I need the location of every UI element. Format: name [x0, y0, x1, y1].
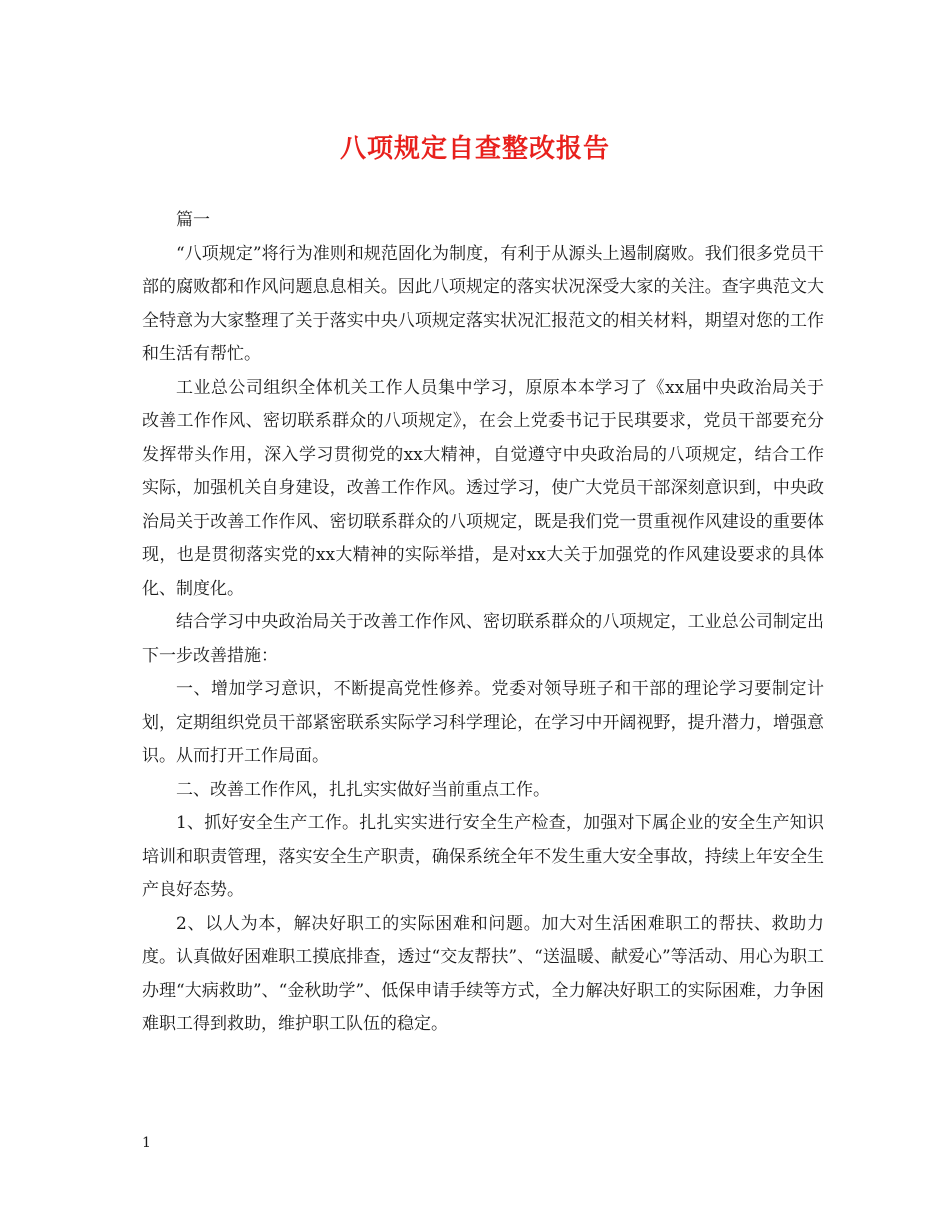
paragraph-measures-intro: 结合学习中央政治局关于改善工作作风、密切联系群众的八项规定，工业总公司制定出下一步改善措施：	[142, 612, 824, 666]
paragraph-study: 工业总公司组织全体机关工作人员集中学习，原原本本学习了《xx届中央政治局关于改善工作作风、密切联系群众的八项规定》，在会上党委书记于民琪要求，党员干部要充分发挥带头作用，深入学习贯彻党的xx大精神，自觉遵守中央政治局的八项规定，结合工作实际，加强机关自身建设，改善工作作风。透过学习，使广大党员干部深刻意识到，中央政治局关于改善工作作风、密切联系群众的八项规定，既是我们党一贯重视作风建设的重要体现，也是贯彻落实党的xx大精神的实际举措，是对xx大关于加强党的作风建设要求的具体化、制度化。	[142, 377, 824, 599]
paragraph-intro: “八项规定”将行为准则和规范固化为制度，有利于从源头上遏制腐败。我们很多党员干部的腐败都和作风问题息息相关。因此八项规定的落实状况深受大家的关注。查字典范文大全特意为大家整理了关于落实中央八项规定落实状况汇报范文的相关材料，期望对您的工作和生活有帮忙。	[142, 243, 824, 364]
paragraph-safety: 1、抓好安全生产工作。扎扎实实进行安全生产检查，加强对下属企业的安全生产知识培训和职责管理，落实安全生产职责，确保系统全年不发生重大安全事故，持续上年安全生产良好态势。	[142, 813, 824, 900]
section-heading: 篇一	[176, 210, 210, 230]
page-number: 1	[142, 1135, 151, 1151]
paragraph-measure-1: 一、增加学习意识，不断提高党性修养。党委对领导班子和干部的理论学习要制定计划，定期组织党员干部紧密联系实际学习科学理论，在学习中开阔视野，提升潜力，增强意识。从而打开工作局面。	[142, 679, 824, 766]
paragraph-measure-2: 二、改善工作作风，扎扎实实做好当前重点工作。	[176, 779, 550, 800]
document-body	[142, 204, 824, 1042]
document-title: 八项规定自查整改报告	[339, 134, 610, 164]
paragraph-people: 2、以人为本，解决好职工的实际困难和问题。加大对生活困难职工的帮扶、救助力度。认真做好困难职工摸底排查，透过“交友帮扶”、“送温暖、献爱心”等活动、用心为职工办理“大病救助”、“金秋助学”、低保申请手续等方式，全力解决好职工的实际困难，力争困难职工得到救助，维护职工队伍的稳定。	[142, 913, 824, 1034]
